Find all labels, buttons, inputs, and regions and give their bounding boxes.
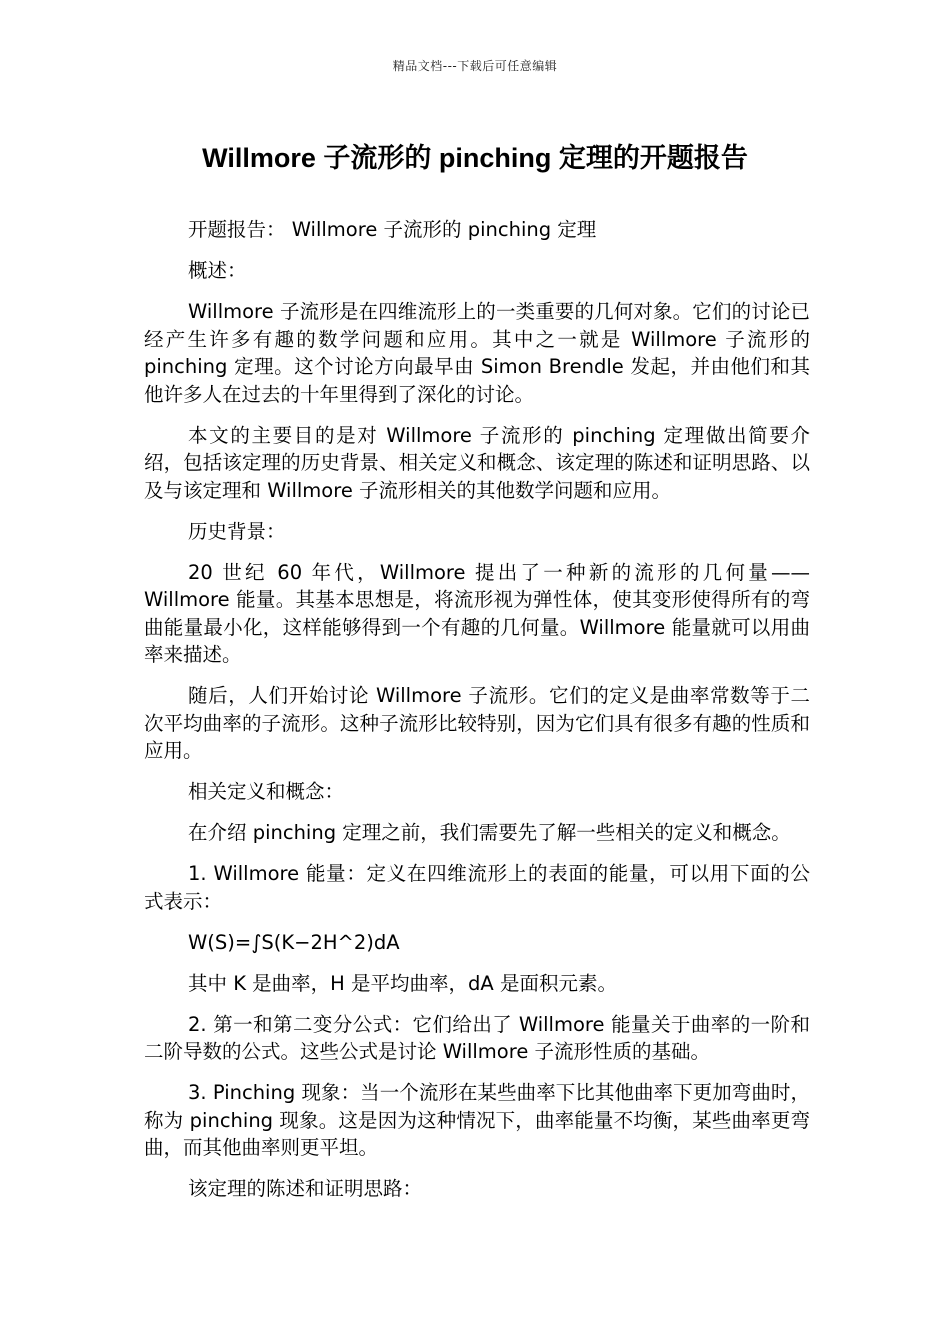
report-subject: 开题报告： Willmore 子流形的 pinching 定理 <box>188 218 597 241</box>
section-heading-history: 历史背景： <box>188 519 286 543</box>
list-item: 3. Pinching 现象：当一个流形在某些曲率下比其他曲率下更加弯曲时，称为 pinching 现象。这是因为这种情况下，曲率能量不均衡，某些曲率更弯曲，而其他曲率则更平坦。 <box>144 1081 810 1159</box>
paragraph: 20 世纪 60 年代，Willmore 提出了一种新的流形的几何量——Willmore 能量。其基本思想是，将流形视为弹性体，使其变形使得所有的弯曲能量最小化，这样能够得到一个有趣的几何量。Willmore 能量就可以用曲率来描述。 <box>144 560 810 666</box>
paragraph: 本文的主要目的是对 Willmore 子流形的 pinching 定理做出简要介绍，包括该定理的历史背景、相关定义和概念、该定理的陈述和证明思路、以及与该定理和 Willmore 子流形相关的其他数学问题和应用。 <box>144 423 810 502</box>
section-heading-statement: 该定理的陈述和证明思路： <box>188 1177 423 1200</box>
section-heading-definitions: 相关定义和概念： <box>188 780 345 803</box>
formula: W(S)=∫S(K−2H^2)dA <box>188 930 400 954</box>
paragraph: 其中 K 是曲率，H 是平均曲率，dA 是面积元素。 <box>188 971 617 995</box>
list-item: 1. Willmore 能量：定义在四维流形上的表面的能量，可以用下面的公式表示： <box>144 862 810 913</box>
paragraph: 在介绍 pinching 定理之前，我们需要先了解一些相关的定义和概念。 <box>188 821 791 844</box>
document-title: Willmore 子流形的 pinching 定理的开题报告 <box>202 143 748 173</box>
paragraph: Willmore 子流形是在四维流形上的一类重要的几何对象。它们的讨论已经产生许多有趣的数学问题和应用。其中之一就是 Willmore 子流形的 pinching 定理。这个讨论方向最早由 Simon Brendle 发起，并由他们和其他许多人在过去的十年里得到了深化的讨论。 <box>144 300 810 406</box>
header-note: 精品文档---下载后可任意编辑 <box>392 59 558 73</box>
paragraph: 随后，人们开始讨论 Willmore 子流形。它们的定义是曲率常数等于二次平均曲率的子流形。这种子流形比较特别，因为它们具有很多有趣的性质和应用。 <box>144 684 810 762</box>
list-item: 2. 第一和第二变分公式：它们给出了 Willmore 能量关于曲率的一阶和二阶导数的公式。这些公式是讨论 Willmore 子流形性质的基础。 <box>144 1012 810 1063</box>
document-body <box>144 216 810 1216</box>
section-heading-overview: 概述： <box>188 259 247 282</box>
